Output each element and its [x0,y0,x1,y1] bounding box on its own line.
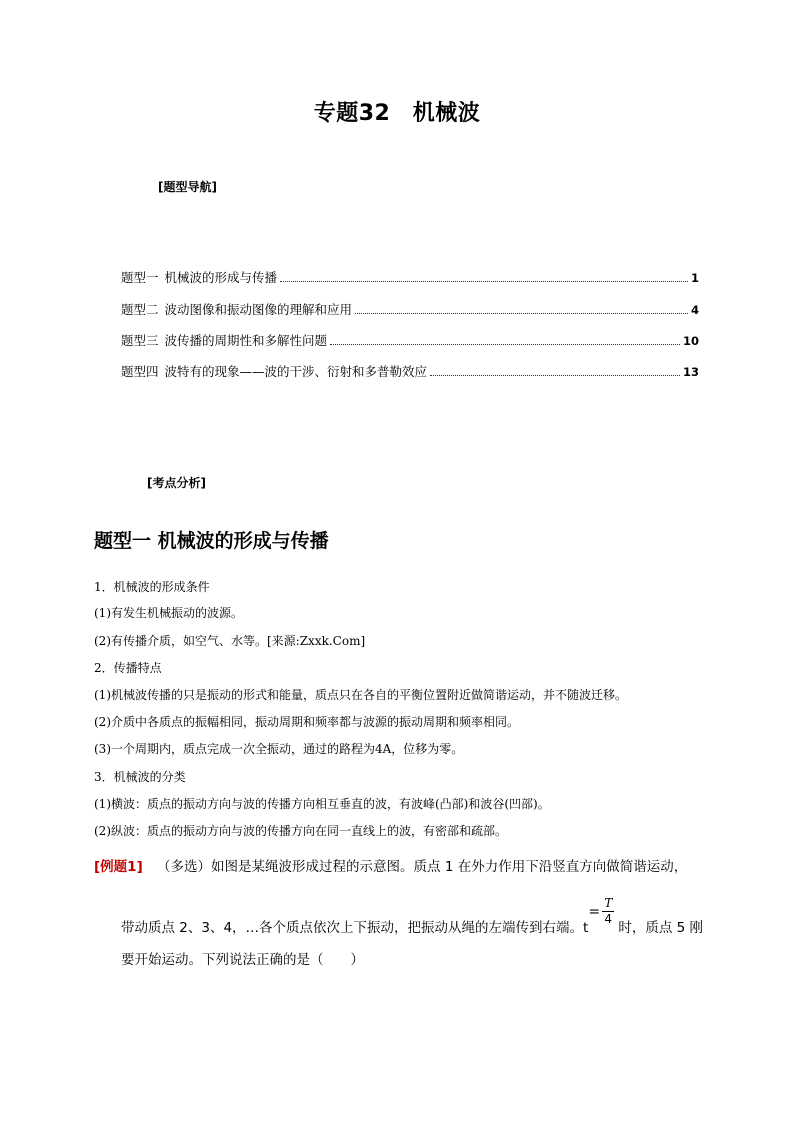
toc-leader-dots [430,374,680,376]
toc-leader-dots [355,312,688,314]
toc-item-3[interactable] [121,331,699,349]
section-heading: 题型一 机械波的形成与传播 [94,530,329,552]
section-line: (1)机械波传播的只是振动的形式和能量，质点只在各自的平衡位置附近做简谐运动，并不随波迁移。 [94,688,628,702]
example-line-3: 要开始运动。下列说法正确的是（ ） [121,952,364,968]
toc-item-page: 1 [690,271,699,285]
section-line: 3．机械波的分类 [94,770,186,784]
toc-item-4[interactable] [121,362,699,380]
section-line: (2)介质中各质点的振幅相同，振动周期和频率都与波源的振动周期和频率相同。 [94,715,520,729]
example-1 [94,855,704,875]
section-line: (1)横波：质点的振动方向与波的传播方向相互垂直的波，有波峰(凸部)和波谷(凹部)。 [94,797,550,811]
example-text: （多选）如图是某绳波形成过程的示意图。质点 1 在外力作用下沿竖直方向做简谐运动， [157,859,688,875]
toc-leader-dots [330,343,680,345]
toc-item-label: 题型三 [121,333,159,348]
analysis-heading: [考点分析] [147,476,206,490]
toc-item-label: 题型二 [121,302,159,317]
section-line: 1．机械波的形成条件 [94,580,210,594]
fraction-t-over-4 [588,896,618,932]
fraction-numerator: T [604,896,613,910]
example-line-2 [121,896,704,936]
section-line: 2．传播特点 [94,661,162,675]
section-line: (2)有传播介质，如空气、水等。[来源:Zxxk.Com] [94,634,366,648]
toc-item-page: 10 [682,334,699,348]
toc-item-page: 4 [690,303,699,317]
toc-item-name: 波传播的周期性和多解性问题 [164,333,328,348]
toc-item-1[interactable] [121,268,699,286]
toc-leader-dots [280,280,688,282]
toc-item-name: 波特有的现象——波的干涉、衍射和多普勒效应 [164,364,428,379]
section-line: (2)纵波：质点的振动方向与波的传播方向在同一直线上的波，有密部和疏部。 [94,824,508,838]
nav-heading: [题型导航] [158,180,217,194]
equals-sign: = [588,904,601,920]
toc-item-label: 题型一 [121,270,159,285]
toc-item-2[interactable] [121,300,699,318]
example-text: 时，质点 5 刚 [618,920,704,936]
toc-item-name: 机械波的形成与传播 [164,270,278,285]
page-title: 专题32 机械波 [313,101,481,126]
toc-item-label: 题型四 [121,364,159,379]
toc-item-name: 波动图像和振动图像的理解和应用 [164,302,353,317]
example-text: 带动质点 2、3、4，…各个质点依次上下振动，把振动从绳的左端传到右端。t [121,920,589,936]
section-line: (1)有发生机械振动的波源。 [94,606,243,620]
example-tag: [例题1] [94,859,143,875]
fraction-denominator: 4 [604,912,612,926]
section-line: (3)一个周期内，质点完成一次全振动，通过的路程为4A，位移为零。 [94,742,464,756]
toc-item-page: 13 [682,365,699,379]
